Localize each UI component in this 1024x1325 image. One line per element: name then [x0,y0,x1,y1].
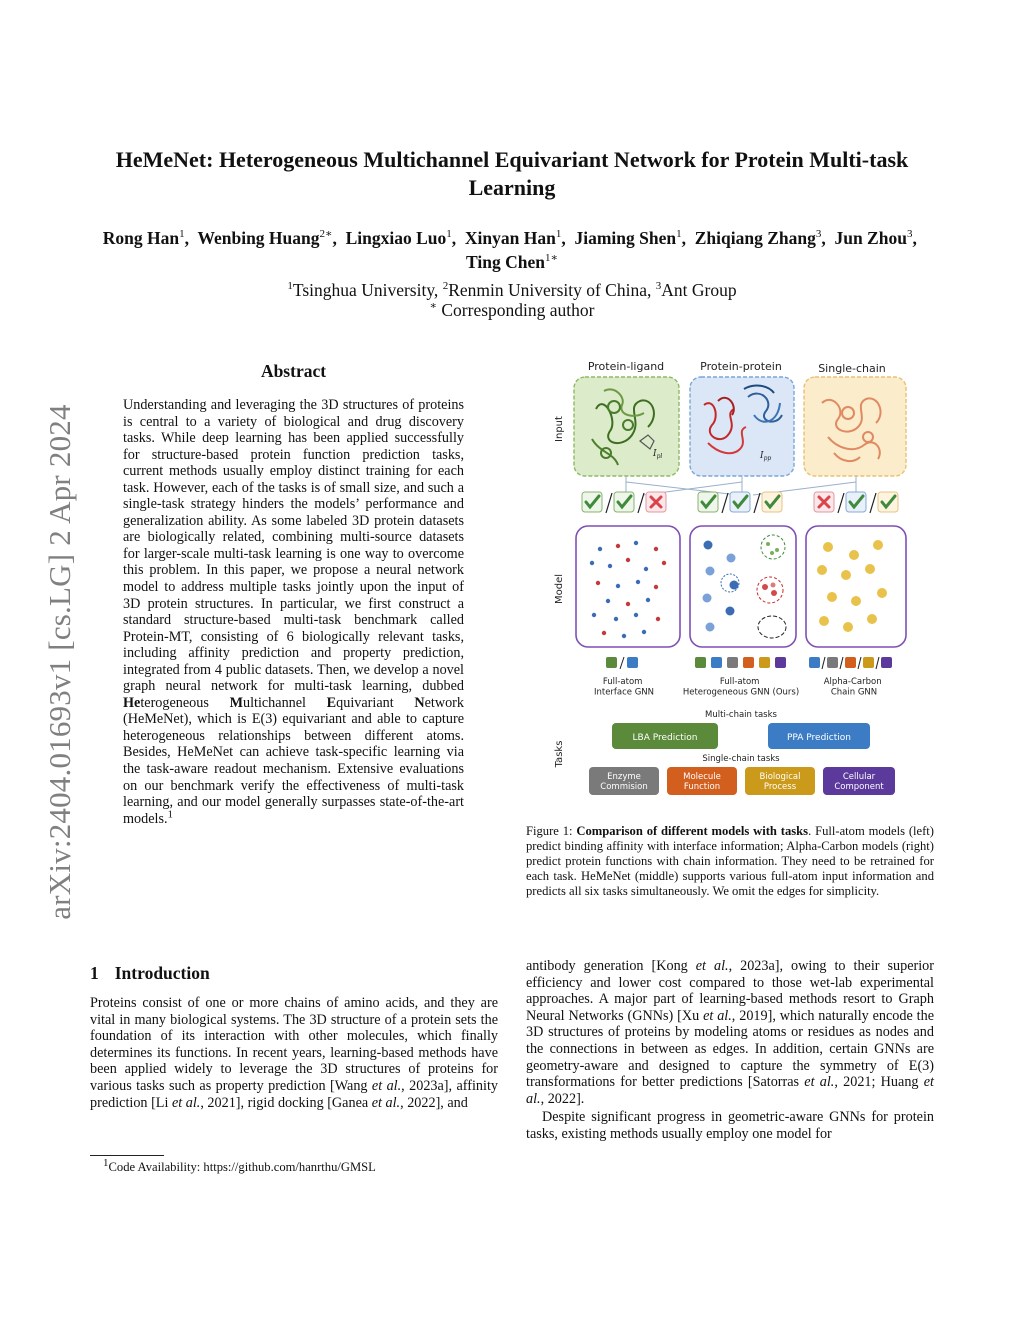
sc-ligand-cross [814,492,834,512]
author-name: Zhiqiang Zhang [694,228,816,248]
abstract-body: Understanding and leveraging the 3D structures of proteins is central to a variety of biological and drug discovery tasks. While deep learning has been applied successfully for structure-based protein function prediction tasks, current methods usually employ distinct training for each task. However, each of the tasks is of small size, and such a single-task strategy hinders the models’ performance and generalization ability. As some labeled 3D protein datasets are biologically related, combining multi-source datasets for larger-scale multi-task learning is one way to overcome this problem. In this paper, we propose a neural network model to address multiple tasks jointly upon the input of 3D protein structures. In particular, we first construct a standard structure-based multi-task benchmark called Protein-MT, consisting of 6 biologically relevant tasks, including affinity prediction and property prediction, integrated from 4 public datasets. Then, we develop a novel graph neural network for multi-task learning, dubbed Heterogeneous Multichannel Equivariant Network (HeMeNet), which is E(3) equivariant and able to capture heterogeneous relationships between different atoms. Besides, HeMeNet can achieve task-specific learning via the task-aware readout mechanism. Extensive evaluations on our benchmark verify the effectiveness of multi-task learning, and our model generally surpasses state-of-the-art models.$^1$ [123,397,464,827]
model-label-line: Heterogeneous GNN (Ours) [682,687,800,698]
pl-chain-cross [646,492,666,512]
pl-ligand-check [582,492,602,512]
arxiv-identifier: arXiv:2404.01693v1 [cs.LG] 2 Apr 2024 [42,404,77,920]
task-label: Enzyme Commision [600,772,648,792]
task-label: Molecule Function [683,772,721,792]
model-label-line: Full-atom [719,677,760,687]
author-name: Jun Zhou [834,228,907,248]
row-label-model: Model [554,573,565,605]
column-title-protein-ligand: Protein-ligand [587,360,665,373]
task-label: PPA Prediction [786,733,852,743]
code-availability-footnote[interactable]: $^1$Code Availability: https://github.com/hanrthu/GMSL [103,1156,376,1174]
cellular-component-task [823,767,895,795]
ligand-interface-label: $I_{pl}$ [653,449,663,460]
chain-gnn-legend [809,657,892,669]
paragraph: antibody generation [Kong et al., 2023a], owing to their superior efficiency and lower cost compared to those wet-lab experimental approaches. A major part of learning-based methods resort to Graph Neural Networks (GNNs) [Xu et al., 2019], which naturally encode the 3D structures of proteins by modeling atoms or residues as nodes and the connections in between as edges. In addition, certain GNNs are geometry-aware and designed to capture the symmetry of E(3) transformations for better predictions [Satorras et al., 2021; Huang et al., 2022]. [526,958,935,1107]
author-list: Rong Han$^1$, Wenbing Huang$^{2∗}$, Lingxiao Luo$^1$, Xinyan Han$^1$, Jiaming Shen$^1$, Zhiqiang Zhang$^3$, Jun Zhou$^3$, Ting Chen$^{1∗}$ [102,228,922,272]
task-label: Biological Process [759,772,801,792]
footnote-mark[interactable]: 1 [167,807,174,820]
paper-title: HeMeNet: Heterogeneous Multichannel Equivariant Network for Protein Multi-task Learning [115,147,909,200]
author-name: Rong Han [102,228,180,248]
author-name: Ting Chen [466,252,545,272]
chain-gnn-label [824,677,885,698]
task-label: Cellular Component [834,772,884,792]
multi-chain-tasks-label: Multi-chain tasks [705,710,777,720]
right-column-text [526,958,934,1143]
enzyme-commision-task [589,767,659,795]
figure-1-diagram [548,357,920,801]
chain-gnn-model-panel [806,526,906,647]
paragraph: Despite significant progress in geometric-aware GNNs for protein tasks, existing methods usually employ one model for [526,1109,934,1142]
heterogeneous-gnn-legend [695,657,786,668]
author-name: Xinyan Han [464,228,556,248]
row-label-input: Input [554,416,565,442]
pp-protein-check [730,492,750,512]
sc-protein-check [846,492,866,512]
figure-1-caption: Figure 1: Comparison of different models with tasks. Full-atom models (left) predict binding affinity with interface information; Alpha-Carbon models (right) predict protein functions with chain information. They need to be retrained for each task. HeMeNet (middle) supports various full-atom input information and predicts all six tasks simultaneously. We omit the edges for simplicity. [526,824,934,899]
ppa-prediction-task [768,723,870,749]
pp-ligand-check [698,492,718,512]
row-label-tasks: Tasks [554,740,565,768]
footnote-divider [90,1155,164,1156]
model-label-line: Chain GNN [830,687,878,698]
protein-ligand-input-panel [574,377,679,476]
interface-gnn-label [594,677,654,698]
model-label-line: Alpha-Carbon [823,677,882,687]
section-heading-introduction: 1 Introduction [90,963,210,983]
interface-gnn-legend [606,657,638,669]
model-label-line: Full-atom [602,677,643,687]
author-name: Wenbing Huang [197,228,320,248]
check-boxes-row [582,492,898,513]
model-label-line: Interface GNN [593,687,655,698]
abstract-heading: Abstract [260,361,327,381]
lba-prediction-task [612,723,718,749]
author-name: Jiaming Shen [574,228,677,248]
introduction-paragraph: Proteins consist of one or more chains of amino acids, and they are vital in many biological systems. The 3D structure of a protein sets the foundation of its interaction with other molecules, which finally determines its functions. In recent years, learning-based methods have been applied widely to leverage the 3D structures of proteins for various tasks such as property prediction [Wang et al., 2023a], affinity prediction [Li et al., 2021], rigid docking [Ganea et al., 2022], and [90,995,498,1111]
interface-gnn-model-panel [576,526,680,647]
protein-protein-input-panel [690,377,794,476]
affiliations: $^1$Tsinghua University, $^2$Renmin University of China, $^3$Ant Group ∗ Corresponding author [100,280,924,320]
molecule-function-task [667,767,737,795]
biological-process-task [745,767,815,795]
protein-interface-label: $I_{pp}$ [760,451,772,462]
column-title-single-chain: Single-chain [818,362,886,375]
heterogeneous-gnn-label [683,677,799,698]
single-chain-tasks-label: Single-chain tasks [702,754,780,764]
column-title-protein-protein: Protein-protein [700,360,782,373]
task-label: LBA Prediction [632,733,698,743]
pp-chain-check [762,492,782,512]
corresponding-author-note: ∗ Corresponding author [429,300,595,320]
author-name: Lingxiao Luo [345,228,447,248]
sc-chain-check [878,492,898,512]
pl-protein-check [614,492,634,512]
